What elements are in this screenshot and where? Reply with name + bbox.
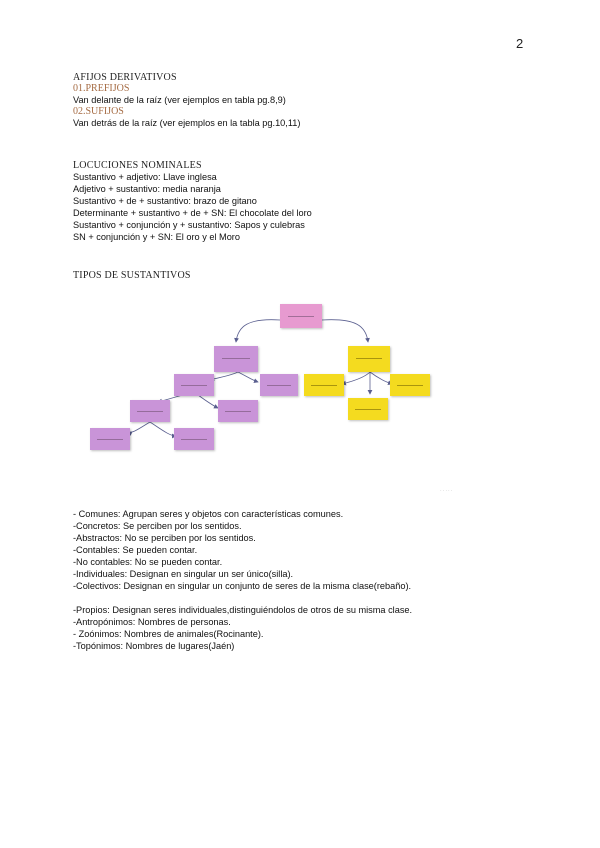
definition-line: - Comunes: Agrupan seres y objetos con características comunes. xyxy=(73,509,344,519)
arrow xyxy=(150,422,176,436)
sticky-note-sustantivos xyxy=(280,304,322,328)
sticky-note-comunes xyxy=(214,346,258,372)
locucion-item: Determinante + sustantivo + de + SN: El chocolate del loro xyxy=(73,208,312,218)
sustantivos-diagram xyxy=(88,300,440,460)
diagram-watermark-mark: ····· xyxy=(440,488,454,494)
prefijos-text: Van delante de la raíz (ver ejemplos en tabla pg.8,9) xyxy=(73,95,286,105)
sufijos-text: Van detrás de la raíz (ver ejemplos en la tabla pg.10,11) xyxy=(73,118,301,128)
prefijos-heading: 01.PREFIJOS xyxy=(73,83,130,94)
definition-line: -Abstractos: No se perciben por los sentidos. xyxy=(73,533,256,543)
sticky-note-colectivos xyxy=(174,428,214,450)
definition-line: -Concretos: Se perciben por los sentidos. xyxy=(73,521,242,531)
definition-line: -No contables: No se pueden contar. xyxy=(73,557,223,567)
locucion-item: Adjetivo + sustantivo: media naranja xyxy=(73,184,221,194)
afijos-title: AFIJOS DERIVATIVOS xyxy=(73,72,177,83)
definition-line: -Topónimos: Nombres de lugares(Jaén) xyxy=(73,641,235,651)
sticky-note-toponimos xyxy=(390,374,430,396)
locuciones-title: LOCUCIONES NOMINALES xyxy=(73,160,202,171)
locuciones-section xyxy=(73,160,312,243)
sticky-note-propios xyxy=(348,346,390,372)
sticky-note-antroponimos xyxy=(304,374,344,396)
sticky-note-abstractos xyxy=(260,374,298,396)
arrow xyxy=(128,422,150,432)
definition-line: -Colectivos: Designan en singular un conjunto de seres de la misma clase(rebaño). xyxy=(73,581,412,591)
definition-line: -Contables: Se pueden contar. xyxy=(73,545,198,555)
definition-line: -Individuales: Designan en singular un ser único(silla). xyxy=(73,569,294,579)
sticky-note-individuales xyxy=(90,428,130,450)
tipos-title-block xyxy=(73,270,191,281)
sticky-note-contables xyxy=(130,400,170,422)
afijos-section xyxy=(73,72,300,129)
sticky-note-no-contables xyxy=(218,400,258,422)
definition-line: -Antropónimos: Nombres de personas. xyxy=(73,617,231,627)
definition-line: -Propios: Designan seres individuales,distinguiéndolos de otros de su misma clase. xyxy=(73,605,413,615)
locucion-item: Sustantivo + conjunción y + sustantivo: Sapos y culebras xyxy=(73,220,305,230)
sufijos-heading: 02.SUFIJOS xyxy=(73,106,124,117)
arrow xyxy=(370,372,392,384)
arrow xyxy=(210,372,238,380)
arrow xyxy=(322,320,368,342)
page-number: 2 xyxy=(516,36,524,51)
arrow xyxy=(236,320,280,342)
definitions-b xyxy=(73,604,412,652)
definition-line: - Zoónimos: Nombres de animales(Rocinante). xyxy=(73,629,264,639)
locucion-item: Sustantivo + adjetivo: Llave inglesa xyxy=(73,172,217,182)
locucion-item: SN + conjunción y + SN: El oro y el Moro xyxy=(73,232,240,242)
definitions-a xyxy=(73,508,411,592)
arrow xyxy=(238,372,258,382)
sticky-note-zoonimos xyxy=(348,398,388,420)
locucion-item: Sustantivo + de + sustantivo: brazo de gitano xyxy=(73,196,257,206)
arrow xyxy=(342,372,370,384)
sticky-note-concretos xyxy=(174,374,214,396)
tipos-title: TIPOS DE SUSTANTIVOS xyxy=(73,270,191,281)
